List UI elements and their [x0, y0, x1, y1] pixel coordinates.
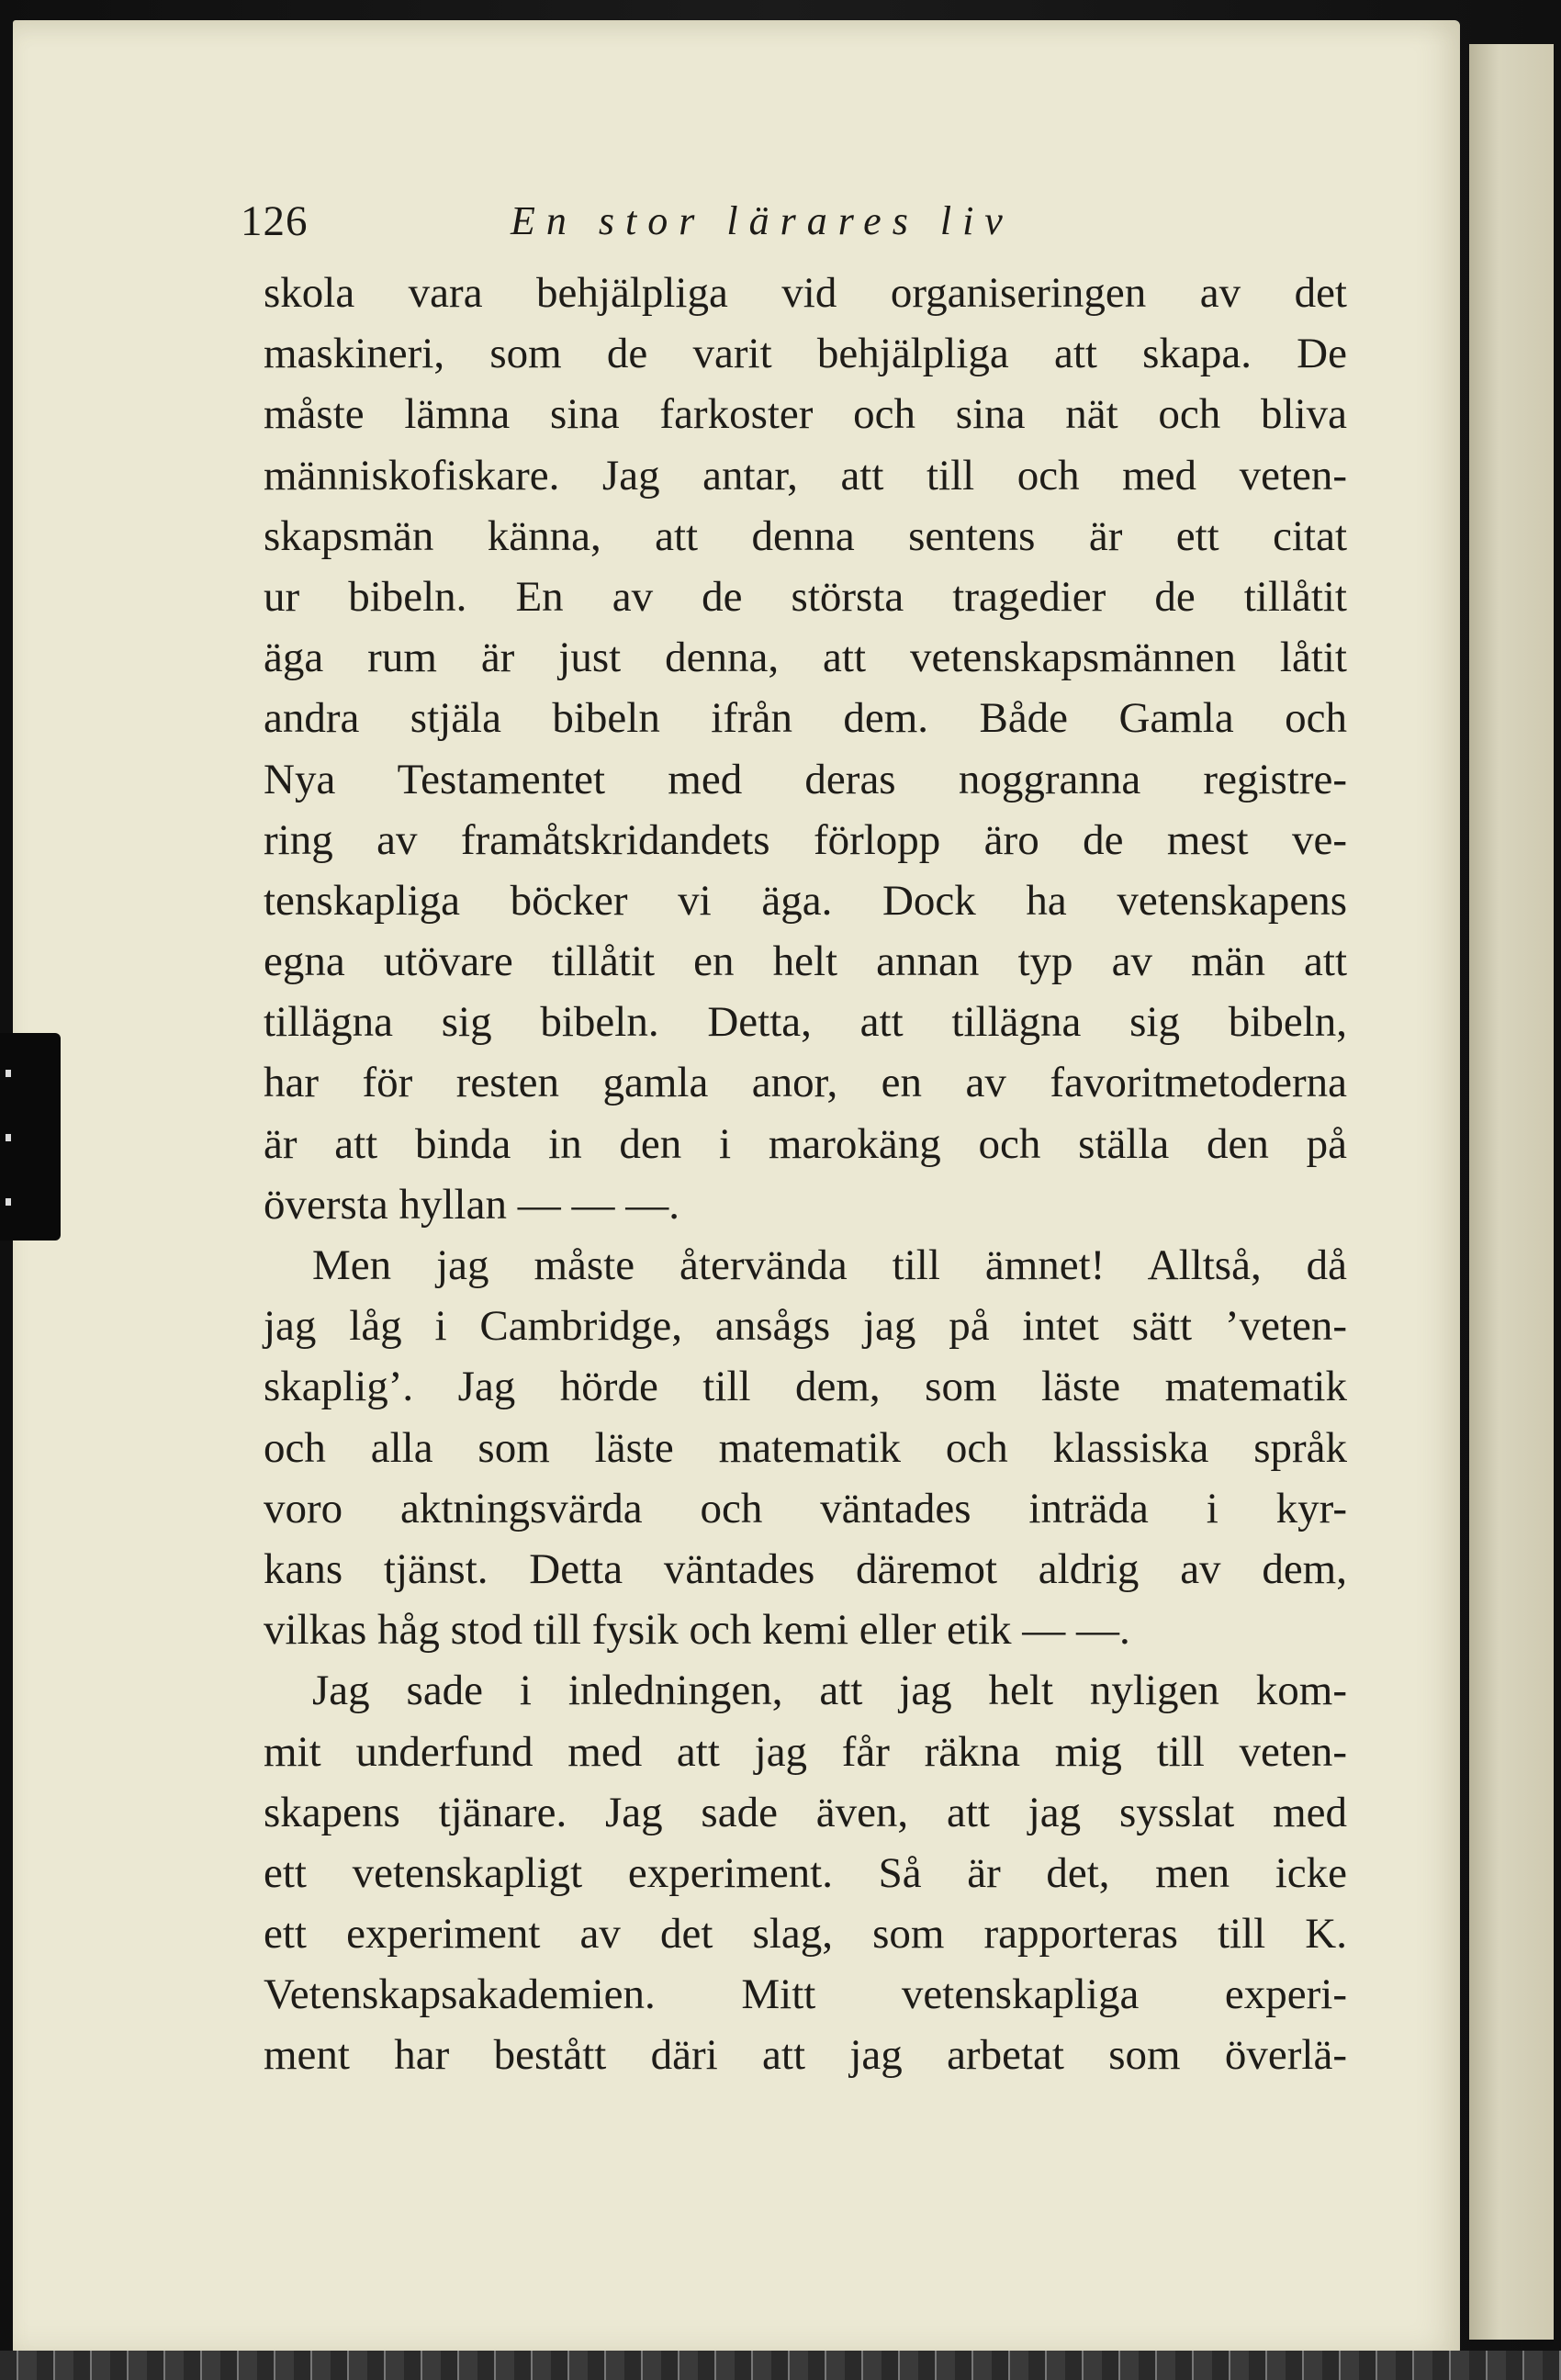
text-line: skapsmän känna, att denna sentens är ett citat: [264, 511, 1347, 560]
scanner-clip: [0, 1033, 61, 1241]
body-text: [264, 263, 1347, 2086]
text-line: Men jag måste återvända till ämnet! Alltså, då: [312, 1241, 1347, 1289]
text-line: ur bibeln. En av de största tragedier de tillåtit: [264, 572, 1347, 621]
clip-marker: [6, 1134, 11, 1141]
adjacent-page-edge: [1469, 44, 1554, 2340]
text-line: maskineri, som de varit behjälpliga att skapa. De: [264, 330, 1347, 378]
text-line: kans tjänst. Detta väntades däremot aldrig av dem,: [264, 1544, 1347, 1593]
text-line: ment har bestått däri att jag arbetat som överlä-: [264, 2031, 1347, 2080]
clip-marker: [6, 1070, 11, 1077]
page-number: 126: [241, 197, 309, 245]
text-line: ring av framåtskridandets förlopp äro de mest ve-: [264, 815, 1347, 864]
text-line: måste lämna sina farkoster och sina nät och bliva: [264, 390, 1347, 439]
text-line: är att binda in den i marokäng och ställa den på: [264, 1119, 1347, 1168]
text-line: skola vara behjälpliga vid organiseringen av det: [264, 269, 1347, 317]
text-line: människofiskare. Jag antar, att till och med veten-: [264, 451, 1347, 500]
text-line: mit underfund med att jag får räkna mig till veten-: [264, 1727, 1347, 1776]
text-line: ett vetenskapligt experiment. Så är det, men icke: [264, 1848, 1347, 1897]
clip-marker: [6, 1198, 11, 1206]
text-line: andra stjäla bibeln ifrån dem. Både Gamla och: [264, 694, 1347, 743]
text-line: har för resten gamla anor, en av favoritmetoderna: [264, 1059, 1347, 1107]
text-line: tillägna sig bibeln. Detta, att tillägna sig bibeln,: [264, 998, 1347, 1047]
text-line: översta hyllan — — —.: [264, 1180, 679, 1229]
text-line: vilkas håg stod till fysik och kemi eller etik — —.: [264, 1606, 1130, 1655]
text-line: voro aktningsvärda och väntades inträda i kyr-: [264, 1484, 1347, 1532]
running-title: En stor lärares liv: [511, 198, 1014, 243]
text-line: Vetenskapsakademien. Mitt vetenskapliga experi-: [264, 1970, 1347, 2019]
text-line: tenskapliga böcker vi äga. Dock ha vetenskapens: [264, 876, 1347, 925]
text-line: Nya Testamentet med deras noggranna registre-: [264, 755, 1347, 803]
running-head: [241, 189, 1342, 253]
text-line: jag låg i Cambridge, ansågs jag på intet sätt ’veten-: [264, 1302, 1347, 1351]
text-line: skapens tjänare. Jag sade även, att jag sysslat med: [264, 1788, 1347, 1836]
text-line: Jag sade i inledningen, att jag helt nyligen kom-: [312, 1667, 1347, 1715]
text-line: skaplig’. Jag hörde till dem, som läste matematik: [264, 1363, 1347, 1411]
text-line: och alla som läste matematik och klassiska språk: [264, 1423, 1347, 1472]
text-line: egna utövare tillåtit en helt annan typ av män att: [264, 937, 1347, 986]
text-line: ett experiment av det slag, som rapporteras till K.: [264, 1910, 1347, 1959]
scan-bottom-edge: [0, 2351, 1561, 2380]
text-line: äga rum är just denna, att vetenskapsmännen låtit: [264, 634, 1347, 682]
